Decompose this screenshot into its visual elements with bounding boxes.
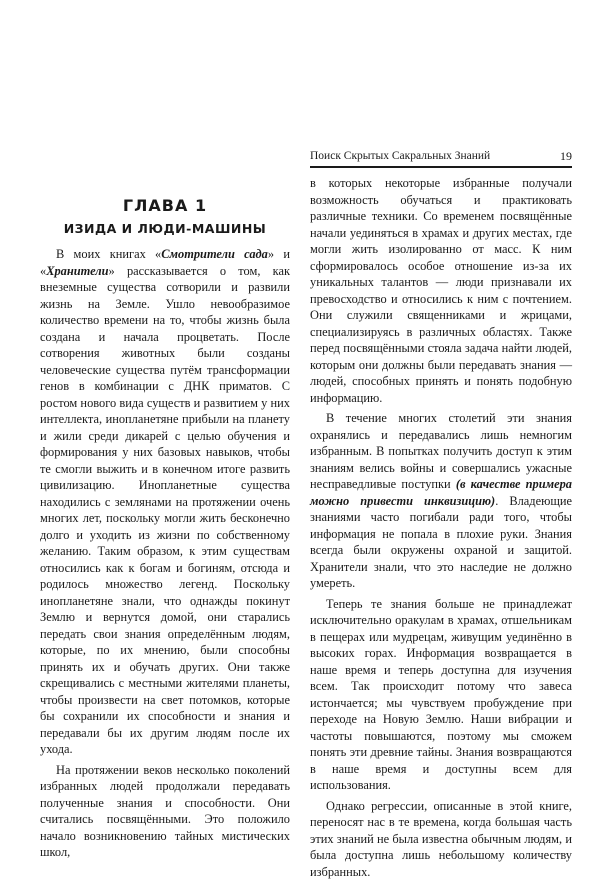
- right-column: [310, 175, 572, 685]
- left-column: [40, 246, 290, 686]
- book-title-1: Смотрители сада: [161, 247, 268, 261]
- running-title: Поиск Скрытых Сакральных Знаний: [310, 146, 490, 166]
- paragraph: [310, 410, 572, 592]
- header-rule: [310, 166, 572, 168]
- text-run: В моих книгах «: [56, 247, 161, 261]
- paragraph: Однако регрессии, описанные в этой книге, переносят нас в те времена, когда большая часть этих знаний не была известна обычным людям, и была доступна лишь небольшому количеству избранных.: [310, 798, 572, 880]
- paragraph: в которых некоторые избранные получали возможность обучаться и практиковать различные техники. Со временем посвящённые начали уединяться в храмах и других местах, где могли жить изолированно от масс. К ним сформировалось особое отношение из-за их уникальных талантов — люди признавали их превосходство и относились к ним с почтением. Они служили священниками и жрицами, специализируясь в различных областях. Также перед посвящёнными стояла задача найти людей, которым они должны были передавать знания — людей, способных принять и понять подобную информацию.: [310, 175, 572, 406]
- chapter-title: ИЗИДА И ЛЮДИ-МАШИНЫ: [40, 221, 290, 236]
- text-run: В течение многих столетий эти знания охранялись и передавались лишь немногим избранным. В попытках получить доступ к этим знаниям велись войны и совершались ужасные несправедливые поступки: [310, 411, 572, 491]
- text-run: . Владеющие знаниями часто погибали ради того, чтобы информация не попала в плохие руки. Знания всегда были окружены охраной и защитой. Хранители знали, что это наследие не должно умереть.: [310, 494, 572, 591]
- paragraph: [40, 246, 290, 758]
- text-run: » и «: [40, 247, 290, 278]
- paragraph: Теперь те знания больше не принадлежат исключительно оракулам в храмах, отшельникам в пещерах или мудрецам, живущим уединённо в высоких горах. Информация возвращается в наше время и теперь доступна для изучения всем. Так происходит потому что завеса истончается; мы чувствуем пробуждение при переходе на Новую Землю. Наши вибрации и частоты повышаются, поэтому мы сможем понять эти древние тайны. Знания возвращаются в наше время и доступны всем для использования.: [310, 596, 572, 794]
- book-title-2: Хранители: [46, 264, 108, 278]
- running-header: [310, 146, 572, 166]
- paragraph: На протяжении веков несколько поколений избранных людей продолжали передавать полученные знания и способности. Они считались посвящёнными. Это положило начало возникновению тайных мистических школ,: [40, 762, 290, 861]
- italic-note: (в качестве примера можно привести инквизицию): [310, 477, 572, 508]
- text-run: » рассказывается о том, как внеземные существа сотворили и развили жизнь на Земле. Ушло невообразимое количество времени на то, чтобы жизнь была создана и начала процветать. После сотворения животных были созданы человеческие существа путём трансформации генов в комбинации с ДНК приматов. С ростом нового вида существ и развитием у них интеллекта, инопланетяне прибыли на планету и жили среди дикарей с целью обучения и формирования у них базовых навыков, чтобы те смогли выжить и в конечном итоге развить цивилизацию. Инопланетные существа находились с землянами на протяжении очень многих лет, поскольку могли жить бесконечно долго и уходить из жизни по собственному желанию. Таким образом, к этим существам относились как к богам и богиням, отсюда и родилось множество легенд. Поскольку инопланетяне знали, что однажды покинут Землю и вернутся домой, они старались передать свои знания определённым людям, которые, по их мнению, были способны принять их и обучать других. Они также скрещивались с местными жителями планеты, чтобы произвести на свет потомков, которые бы сохранили их способности и знания и передавали бы их другим людям после их ухода.: [40, 264, 290, 757]
- page-number: 19: [560, 146, 572, 166]
- chapter-number: ГЛАВА 1: [40, 196, 290, 215]
